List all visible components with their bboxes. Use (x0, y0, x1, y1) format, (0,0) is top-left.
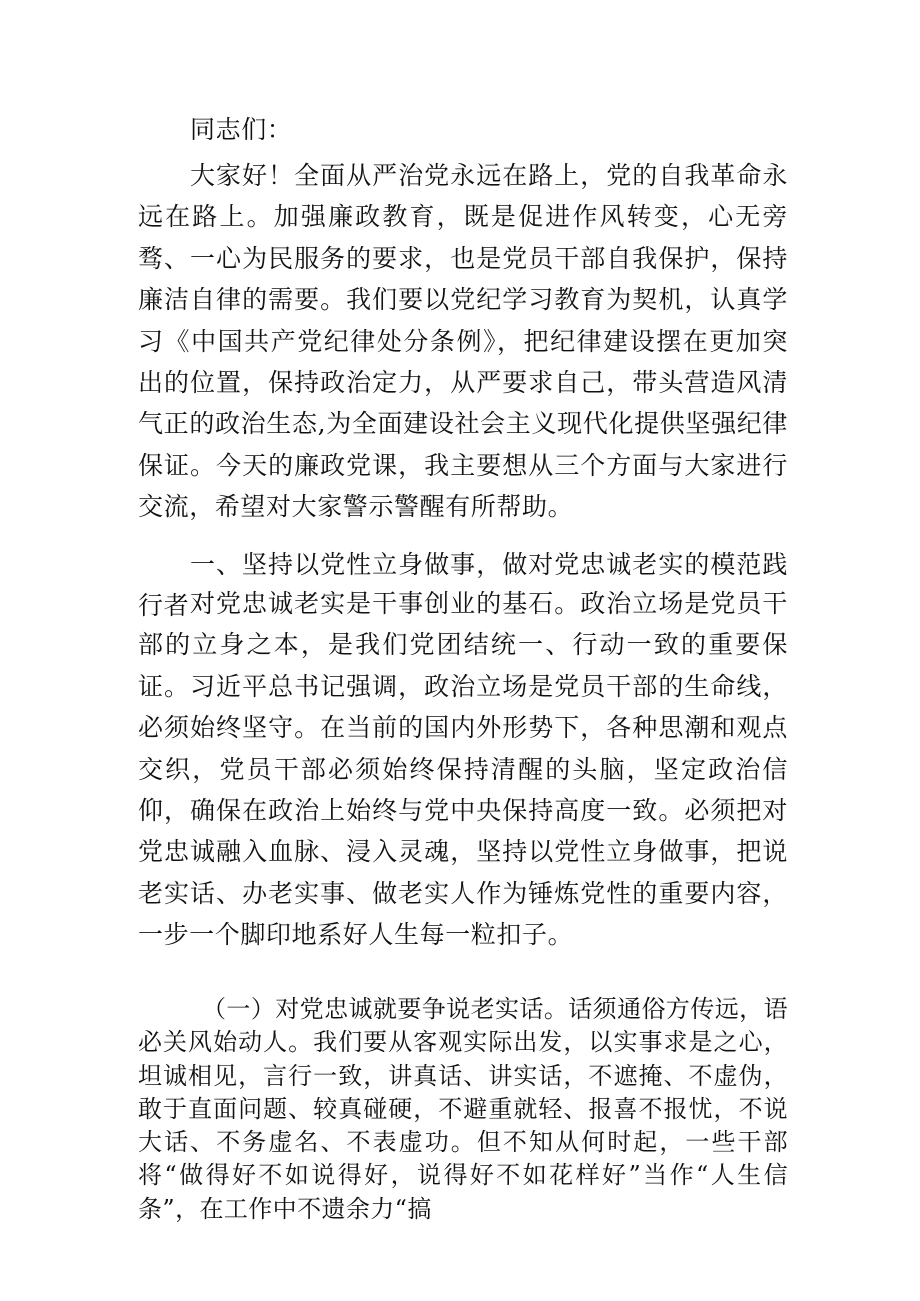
intro-paragraph: 大家好！全面从严治党永远在路上，党的自我革命永远在路上。加强廉政教育，既是促进作风转变，心无旁骛、一心为民服务的要求，也是党员干部自我保护，保持廉洁自律的需要。我们要以党纪学习教育为契机，认真学习《中国共产党纪律处分条例》，把纪律建设摆在更加突出的位置，保持政治定力，从严要求自己，带头营造风清气正的政治生态,为全面建设社会主义现代化提供坚强纪律保证。今天的廉政党课，我主要想从三个方面与大家进行交流，希望对大家警示警醒有所帮助。 (138, 161, 788, 522)
salutation: 同志们： (190, 115, 293, 144)
section-1-heading: 一、坚持以党性立身做事，做对党忠诚老实的模范践行者 (138, 550, 788, 621)
section-1-body: 对党忠诚老实是干事创业的基石。政治立场是党员干部的立身之本，是我们党团结统一、行动一致的重要保证。习近平总书记强调，政治立场是党员干部的生命线，必须始终坚守。在当前的国内外形势下，各种思潮和观点交织，党员干部必须始终保持清醒的头脑，坚定政治信仰，确保在政治上始终与党中央保持高度一致。必须把对党忠诚融入血脉、浸入灵魂，坚持以党性立身做事，把说老实话、办老实事、做老实人作为锤炼党性的重要内容，一步一个脚印地系好人生每一粒扣子。 (138, 589, 788, 950)
subsection-1-paragraph: （一）对党忠诚就要争说老实话。话须通俗方传远，语必关风始动人。我们要从客观实际出发，以实事求是之心，坦诚相见，言行一致，讲真话、讲实话，不遮掩、不虚伪，敢于直面问题、较真碰硬，不避重就轻、报喜不报忧，不说大话、不务虚名、不表虚功。但不知从何时起，一些干部将“做得好不如说得好，说得好不如花样好”当作“人生信条”，在工作中不遗余力“搞 (138, 995, 788, 1223)
